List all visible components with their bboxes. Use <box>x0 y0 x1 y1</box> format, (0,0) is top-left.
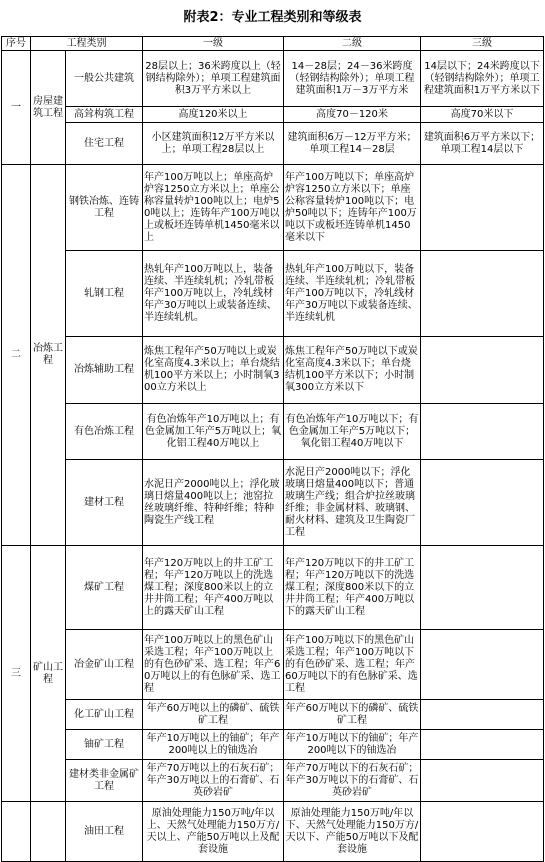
cell-grade-2: 有色冶炼年产10万吨以下；有色金属加工年产5万吨以下；氧化铝工程40万吨以下 <box>284 404 421 460</box>
cell-grade-2: 年产100万吨以下；单座高炉炉容1250立方米以下；单座公称容量转炉100吨以下；电炉50吨以下；连铸年产100万吨以下或板坯连铸单机1450毫米以下 <box>284 165 421 251</box>
table-row <box>2 700 544 730</box>
row-name: 高耸构筑工程 <box>66 107 143 123</box>
row-name: 建材工程 <box>66 460 143 546</box>
row-name: 轧钢工程 <box>66 251 143 337</box>
row-name: 化工矿山工程 <box>66 700 143 730</box>
cell-grade-2: 建筑面积6万－12万平方米；单项工程14－28层 <box>284 123 421 165</box>
cell-grade-1: 年产60万吨以上的磷矿、硫铁矿工程 <box>143 700 284 730</box>
table-row <box>2 630 544 700</box>
cell-grade-3 <box>421 700 544 730</box>
cell-grade-3 <box>421 630 544 700</box>
table-row <box>2 730 544 760</box>
table-row <box>2 802 544 862</box>
table-row <box>2 460 544 546</box>
table-row <box>2 107 544 123</box>
cell-grade-1: 热轧年产100万吨以上，装备连续、半连续轧机；冷轧带板年产100万吨以上，冷轧线材年产30万吨以上或装备连续、半连续轧机。 <box>143 251 284 337</box>
cell-grade-1: 炼焦工程年产50万吨以上或炭化室高度4.3米以上；单台烧结机100平方米以上；小时制氧300立方米以上 <box>143 337 284 404</box>
row-name: 有色冶炼工程 <box>66 404 143 460</box>
cell-grade-3 <box>421 760 544 802</box>
row-name: 铀矿工程 <box>66 730 143 760</box>
cell-grade-3 <box>421 337 544 404</box>
row-name: 煤矿工程 <box>66 546 143 630</box>
cell-grade-1: 高度120米以上 <box>143 107 284 123</box>
cell-grade-2: 年产70万吨以下的石灰石矿；年产30万吨以下的石膏矿、石英砂岩矿 <box>284 760 421 802</box>
header-type: 工程类别 <box>31 37 143 51</box>
cell-grade-2: 14－28层；24－36米跨度（轻钢结构除外）；单项工程建筑面积1万－3万平方米 <box>284 51 421 107</box>
section-seq <box>2 802 31 862</box>
row-name: 油田工程 <box>66 802 143 862</box>
cell-grade-1: 原油处理能力150万吨/年以上、天然气处理能力150万方/天以上、产能50万吨以上及配套设施 <box>143 802 284 862</box>
cell-grade-2: 年产10万吨以下的铀矿；年产200吨以下的铀选冶 <box>284 730 421 760</box>
cell-grade-2: 水泥日产2000吨以下；浮化玻璃日熔量400吨以下；普通玻璃生产线；组合炉拉丝玻璃纤维；非金属材料、玻璃钢、耐火材料、建筑及卫生陶瓷厂工程 <box>284 460 421 546</box>
cell-grade-2: 炼焦工程年产50万吨以下或炭化室高度4.3米以下；单台烧结机100平方米以下；小时制氧300立方米以下 <box>284 337 421 404</box>
table-row <box>2 165 544 251</box>
cell-grade-3 <box>421 165 544 251</box>
section-seq: 二 <box>2 165 31 546</box>
cell-grade-2: 年产120万吨以下的井工矿工程；年产120万吨以下的洗选煤工程；深度800米以下的立井井筒工程；年产400万吨以下的露天矿山工程 <box>284 546 421 630</box>
cell-grade-1: 年产100万吨以上的黑色矿山采选工程；年产100万吨以上的有色砂矿采、选工程；年产60万吨以上的有色脉矿采、选工程 <box>143 630 284 700</box>
cell-grade-3 <box>421 802 544 862</box>
cell-grade-3 <box>421 730 544 760</box>
cell-grade-1: 28层以上；36米跨度以上（轻钢结构除外）；单项工程建筑面积3万平方米以上 <box>143 51 284 107</box>
header-grade-1: 一级 <box>143 37 284 51</box>
table-row <box>2 123 544 165</box>
section-category: 冶炼工程 <box>31 165 66 546</box>
header-grade-3: 三级 <box>421 37 544 51</box>
table-row <box>2 337 544 404</box>
table-row <box>2 251 544 337</box>
cell-grade-1: 年产120万吨以上的井工矿工程；年产120万吨以上的洗选煤工程；深度800米以上的立井井筒工程；年产400万吨以上的露天矿山工程 <box>143 546 284 630</box>
section-seq: 一 <box>2 51 31 165</box>
cell-grade-2: 热轧年产100万吨以下，装备连续、半连续轧机；冷轧带板年产100万吨以下，冷轧线材年产30万吨以下或装备连续、半连续轧机 <box>284 251 421 337</box>
row-name: 建材类非金属矿工程 <box>66 760 143 802</box>
section-seq: 三 <box>2 546 31 802</box>
cell-grade-1: 水泥日产2000吨以上；浮化玻璃日熔量400吨以上；池窑拉丝玻璃纤维、特种纤维；特种陶瓷生产线工程 <box>143 460 284 546</box>
section-category <box>31 802 66 862</box>
cell-grade-3: 建筑面积6万平方米以下；单项工程14层以下 <box>421 123 544 165</box>
table-row <box>2 404 544 460</box>
cell-grade-3 <box>421 546 544 630</box>
header-seq: 序号 <box>2 37 31 51</box>
cell-grade-3 <box>421 251 544 337</box>
cell-grade-2: 年产100万吨以下的黑色矿山采选工程；年产100万吨以下的有色砂矿采、选工程；年产60万吨以下的有色脉矿采、选工程 <box>284 630 421 700</box>
section-category: 房屋建筑工程 <box>31 51 66 165</box>
table-row <box>2 546 544 630</box>
table-row <box>2 51 544 107</box>
cell-grade-1: 有色冶炼年产10万吨以上；有色金属加工年产5万吨以上；氧化铝工程40万吨以上 <box>143 404 284 460</box>
cell-grade-3: 14层以下；24米跨度以下（轻钢结构除外）；单项工程建筑面积1万平方米以下 <box>421 51 544 107</box>
cell-grade-1: 年产70万吨以上的石灰石矿；年产30万吨以上的石膏矿、石英砂岩矿 <box>143 760 284 802</box>
cell-grade-2: 原油处理能力150万吨/年以下、天然气处理能力150万方/天以下、产能50万吨以下及配套设施 <box>284 802 421 862</box>
row-name: 冶炼辅助工程 <box>66 337 143 404</box>
table-header-row <box>2 37 544 51</box>
row-name: 钢铁冶炼、连铸工程 <box>66 165 143 251</box>
cell-grade-2: 高度70－120米 <box>284 107 421 123</box>
row-name: 一般公共建筑 <box>66 51 143 107</box>
header-grade-2: 二级 <box>284 37 421 51</box>
cell-grade-1: 小区建筑面积12万平方米以上；单项工程28层以上 <box>143 123 284 165</box>
cell-grade-1: 年产10万吨以上的铀矿；年产200吨以上的铀选冶 <box>143 730 284 760</box>
cell-grade-3: 高度70米以下 <box>421 107 544 123</box>
cell-grade-3 <box>421 404 544 460</box>
row-name: 住宅工程 <box>66 123 143 165</box>
section-category: 矿山工程 <box>31 546 66 802</box>
cell-grade-1: 年产100万吨以上；单座高炉炉容1250立方米以上；单座公称容量转炉100吨以上；电炉50吨以上；连铸年产100万吨以上或板坯连铸单机1450毫米以上 <box>143 165 284 251</box>
cell-grade-2: 年产60万吨以下的磷矿、硫铁矿工程 <box>284 700 421 730</box>
cell-grade-3 <box>421 460 544 546</box>
row-name: 冶金矿山工程 <box>66 630 143 700</box>
table-row <box>2 760 544 802</box>
page-title: 附表2：专业工程类别和等级表 <box>183 10 362 25</box>
engineering-grade-table <box>1 36 544 862</box>
